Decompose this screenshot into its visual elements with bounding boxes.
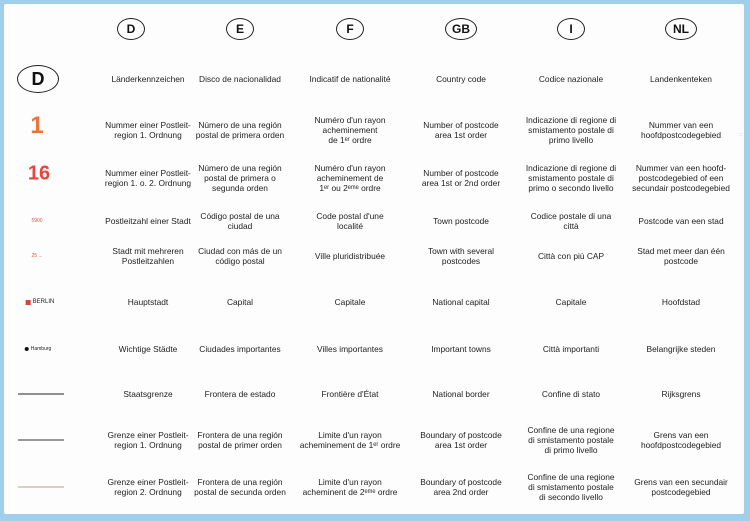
nationality-oval-icon bbox=[17, 65, 59, 93]
multi-code-sample: 25 ... bbox=[31, 253, 43, 259]
cell-it-row-9: Confine de una regione di smistamento postale di primo livello bbox=[527, 425, 615, 455]
cell-de-row-9: Grenze einer Postleit- region 1. Ordnung bbox=[107, 430, 189, 450]
cell-nl-row-1: Landenkenteken bbox=[650, 74, 712, 84]
cell-es-row-9: Frontera de una región postal de primer orden bbox=[197, 430, 283, 450]
cell-de-row-3: Nummer einer Postleit- region 1. o. 2. Ordnung bbox=[104, 168, 192, 188]
cell-it-row-6: Capitale bbox=[555, 297, 587, 307]
header-d: D bbox=[117, 18, 145, 40]
cell-de-row-8: Staatsgrenze bbox=[123, 389, 173, 399]
cell-en-row-4: Town postcode bbox=[433, 216, 489, 226]
cell-nl-row-10: Grens van een secundair postcodegebied bbox=[634, 477, 728, 497]
cell-nl-row-6: Hoofdstad bbox=[661, 297, 701, 307]
cell-de-row-4: Postleitzahl einer Stadt bbox=[105, 216, 191, 226]
cell-de-row-10: Grenze einer Postleit- region 2. Ordnung bbox=[107, 477, 189, 497]
cell-nl-row-7: Belangrijke steden bbox=[646, 344, 716, 354]
cell-it-row-1: Codice nazionale bbox=[538, 74, 604, 84]
postcode-1-border-line-icon bbox=[18, 440, 64, 441]
cell-de-row-7: Wichtige Städte bbox=[118, 344, 178, 354]
cell-en-row-5: Town with several postcodes bbox=[427, 246, 495, 266]
cell-it-row-3: Indicazione di regione di smistamento postale di primo o secondo livello bbox=[525, 163, 617, 193]
cell-en-row-7: Important towns bbox=[431, 344, 491, 354]
region-1-symbol: 1 bbox=[30, 112, 44, 139]
cell-nl-row-8: Rijksgrens bbox=[661, 389, 701, 399]
cell-fr-row-2: Numéro d'un rayon acheminement de 1ᵉʳ ordre bbox=[314, 115, 386, 145]
cell-fr-row-6: Capitale bbox=[334, 297, 366, 307]
cell-es-row-10: Frontera de una región postal de secunda orden bbox=[194, 477, 286, 497]
city-sample: Hamburg bbox=[30, 346, 52, 352]
cell-fr-row-1: Indicatif de nationalité bbox=[309, 74, 391, 84]
cell-it-row-8: Confine di stato bbox=[541, 389, 601, 399]
cell-fr-row-5: Ville pluridistribuée bbox=[314, 251, 386, 261]
cell-fr-row-7: Villes importantes bbox=[317, 344, 383, 354]
header-gb: GB bbox=[445, 18, 477, 40]
cell-de-row-5: Stadt mit mehreren Postleitzahlen bbox=[112, 246, 184, 266]
cell-de-row-1: Länderkennzeichen bbox=[111, 74, 185, 84]
cell-en-row-6: National capital bbox=[432, 297, 490, 307]
cell-en-row-1: Country code bbox=[436, 74, 486, 84]
cell-nl-row-4: Postcode van een stad bbox=[638, 216, 724, 226]
cell-nl-row-5: Stad met meer dan één postcode bbox=[637, 246, 725, 266]
cell-en-row-10: Boundary of postcode area 2nd order bbox=[420, 477, 502, 497]
cell-es-row-4: Código postal de una ciudad bbox=[200, 211, 280, 231]
cell-nl-row-9: Grens van een hoofdpostcodegebied bbox=[640, 430, 722, 450]
edge-mark: :: bbox=[739, 132, 742, 138]
cell-en-row-9: Boundary of postcode area 1st order bbox=[420, 430, 502, 450]
cell-es-row-7: Ciudades importantes bbox=[199, 344, 281, 354]
capital-square-icon bbox=[26, 300, 31, 305]
cell-it-row-10: Confine de una regione di smistamento postale di secondo livello bbox=[527, 472, 615, 502]
cell-it-row-4: Codice postale di una città bbox=[530, 211, 612, 231]
cell-fr-row-8: Frontière d'État bbox=[321, 389, 379, 399]
cell-fr-row-3: Numéro d'un rayon acheminement de 1ᵉʳ ou 2ᵉᵐᵉ ordre bbox=[314, 163, 386, 193]
cell-es-row-2: Número de una región postal de primera orden bbox=[195, 120, 285, 140]
cell-es-row-1: Disco de nacionalidad bbox=[199, 74, 281, 84]
cell-nl-row-2: Nummer van een hoofdpostcodegebied bbox=[640, 120, 722, 140]
cell-de-row-6: Hauptstadt bbox=[127, 297, 169, 307]
city-dot-icon bbox=[25, 347, 29, 351]
cell-fr-row-4: Code postal d'une localité bbox=[316, 211, 384, 231]
header-e: E bbox=[226, 18, 254, 40]
city-symbol bbox=[25, 346, 52, 352]
state-border-line-icon bbox=[18, 394, 64, 395]
region-16-symbol: 16 bbox=[27, 162, 51, 185]
cell-nl-row-3: Nummer van een hoofd- postcodegebied of een secundair postcodegebied bbox=[632, 163, 730, 193]
town-code-sample: 5900 bbox=[31, 218, 43, 224]
nationality-letter: D bbox=[17, 65, 59, 93]
postcode-2-border-line-icon bbox=[18, 487, 64, 488]
cell-it-row-2: Indicazione di regione di smistamento postale di primo livello bbox=[525, 115, 617, 145]
cell-it-row-5: Città con più CAP bbox=[537, 251, 605, 261]
header-nl: NL bbox=[665, 18, 697, 40]
cell-en-row-8: National border bbox=[432, 389, 490, 399]
cell-de-row-2: Nummer einer Postleit- region 1. Ordnung bbox=[105, 120, 191, 140]
cell-en-row-3: Number of postcode area 1st or 2nd order bbox=[421, 168, 501, 188]
capital-symbol bbox=[26, 299, 55, 305]
cell-es-row-3: Número de una región postal de primera o segunda orden bbox=[198, 163, 282, 193]
cell-es-row-6: Capital bbox=[226, 297, 254, 307]
capital-sample: BERLIN bbox=[32, 299, 55, 305]
cell-fr-row-9: Limite d'un rayon acheminement de 1ᵉʳ ordre bbox=[299, 430, 401, 450]
cell-en-row-2: Number of postcode area 1st order bbox=[423, 120, 499, 140]
header-f: F bbox=[336, 18, 364, 40]
cell-it-row-7: Città importanti bbox=[542, 344, 600, 354]
cell-es-row-8: Frontera de estado bbox=[204, 389, 276, 399]
header-i: I bbox=[557, 18, 585, 40]
cell-es-row-5: Ciudad con más de un código postal bbox=[198, 246, 282, 266]
legend-page bbox=[4, 4, 744, 514]
cell-fr-row-10: Limite d'un rayon acheminent de 2ᵉᵐᵉ ordre bbox=[302, 477, 398, 497]
